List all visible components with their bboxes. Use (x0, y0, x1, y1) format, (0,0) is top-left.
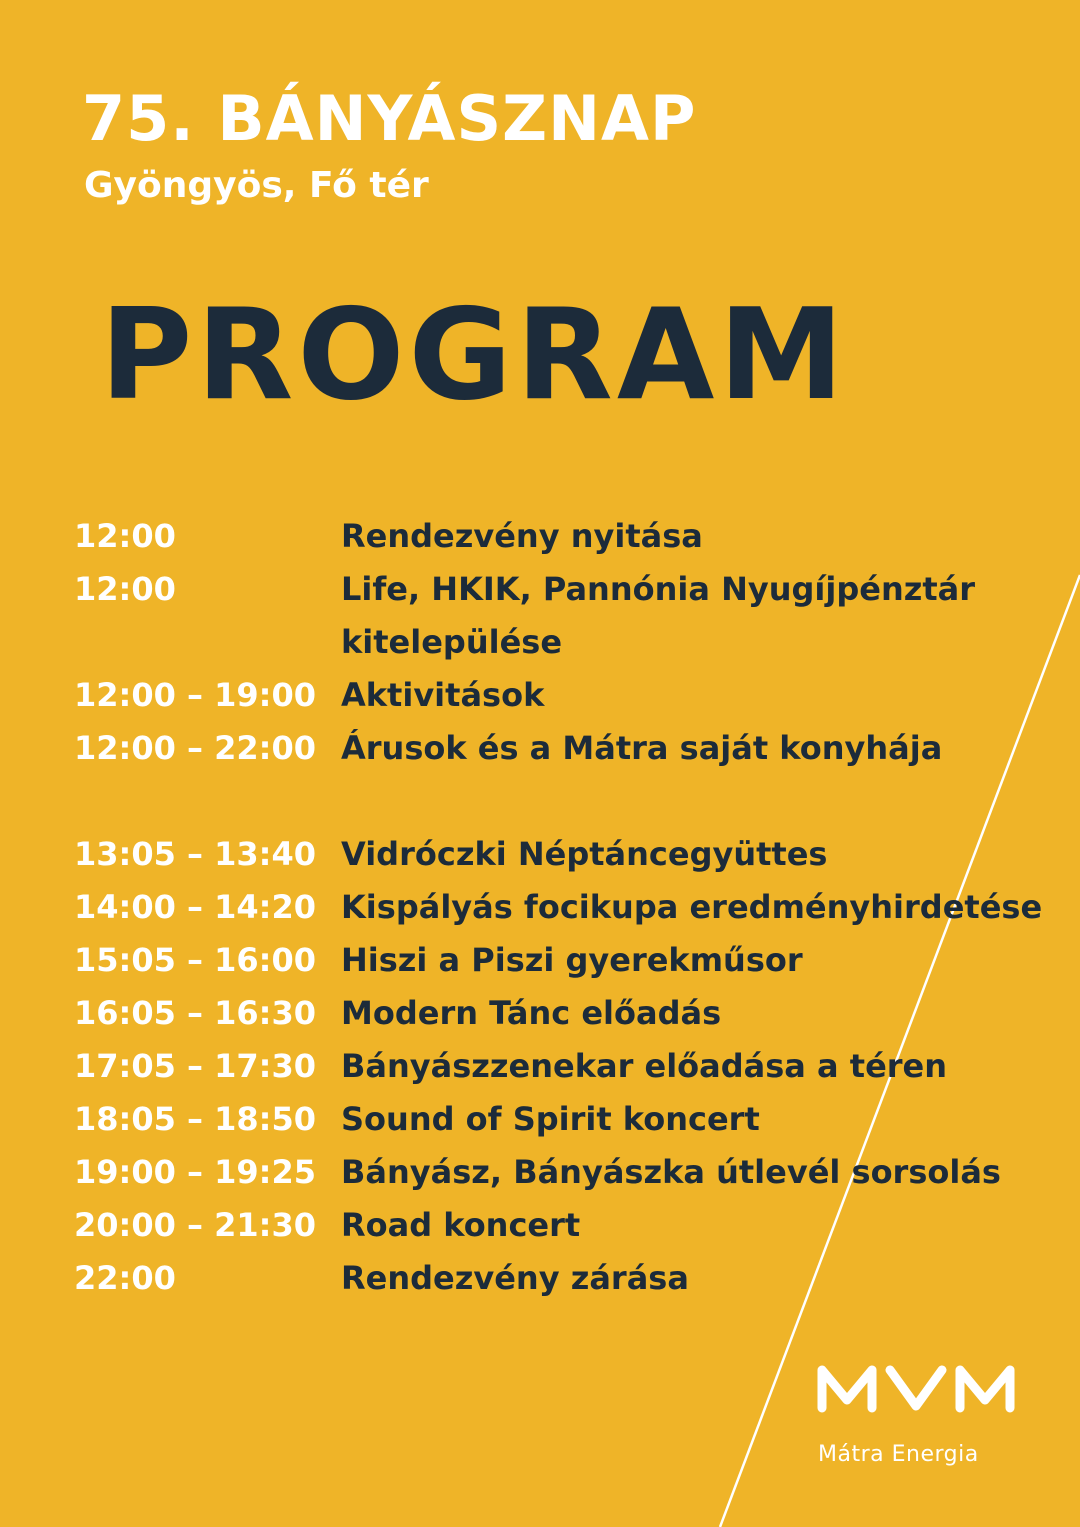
schedule-event: Aktivitások (341, 676, 545, 714)
schedule-event: Modern Tánc előadás (341, 994, 722, 1032)
schedule-row (74, 1252, 1054, 1305)
schedule-row (74, 934, 1054, 987)
schedule-row (74, 616, 1054, 669)
program-heading: PROGRAM (100, 281, 848, 428)
schedule-time (74, 616, 341, 669)
schedule-row (74, 510, 1054, 563)
schedule-time: 17:05 – 17:30 (74, 1047, 316, 1085)
schedule-row (74, 1040, 1054, 1093)
schedule-event: Bányász, Bányászka útlevél sorsolás (341, 1153, 1001, 1191)
schedule-row (74, 828, 1054, 881)
schedule-row (74, 669, 1054, 722)
schedule-time: 15:05 – 16:00 (74, 941, 316, 979)
event-title: 75. BÁNYÁSZNAP (82, 82, 697, 155)
schedule-time: 13:05 – 13:40 (74, 835, 316, 873)
schedule-event: kitelepülése (341, 623, 563, 661)
schedule-row (74, 881, 1054, 934)
schedule-row (74, 1199, 1054, 1252)
schedule-event: Bányászzenekar előadása a téren (341, 1047, 948, 1085)
schedule-event: Hiszi a Piszi gyerekműsor (341, 941, 803, 979)
schedule-event: Árusok és a Mátra saját konyhája (341, 729, 943, 767)
schedule-time: 14:00 – 14:20 (74, 888, 316, 926)
schedule-time: 16:05 – 16:30 (74, 994, 316, 1032)
schedule-time: 12:00 (74, 570, 176, 608)
schedule-event: Kispályás focikupa eredményhirdetése (341, 888, 1043, 926)
schedule-event: Life, HKIK, Pannónia Nyugíjpénztár (341, 570, 976, 608)
schedule-event: Rendezvény nyitása (341, 517, 703, 555)
event-location: Gyöngyös, Fő tér (84, 165, 429, 206)
schedule-event: Sound of Spirit koncert (341, 1100, 760, 1138)
schedule-row (74, 987, 1054, 1040)
mvm-logo-mark (816, 1362, 1016, 1414)
logo-subtitle: Mátra Energia (818, 1442, 979, 1467)
schedule-row (74, 1093, 1054, 1146)
schedule-time: 19:00 – 19:25 (74, 1153, 316, 1191)
schedule-time: 12:00 – 19:00 (74, 676, 316, 714)
schedule-time: 18:05 – 18:50 (74, 1100, 316, 1138)
schedule-time: 22:00 (74, 1259, 176, 1297)
schedule-event: Rendezvény zárása (341, 1259, 689, 1297)
mvm-logo (816, 1362, 1016, 1414)
schedule-list (74, 510, 1054, 1305)
schedule-event: Road koncert (341, 1206, 581, 1244)
schedule-time: 20:00 – 21:30 (74, 1206, 316, 1244)
schedule-row (74, 722, 1054, 775)
schedule-row (74, 1146, 1054, 1199)
schedule-row (74, 563, 1054, 616)
schedule-event: Vidróczki Néptáncegyüttes (341, 835, 828, 873)
schedule-time: 12:00 (74, 517, 176, 555)
schedule-time: 12:00 – 22:00 (74, 729, 316, 767)
